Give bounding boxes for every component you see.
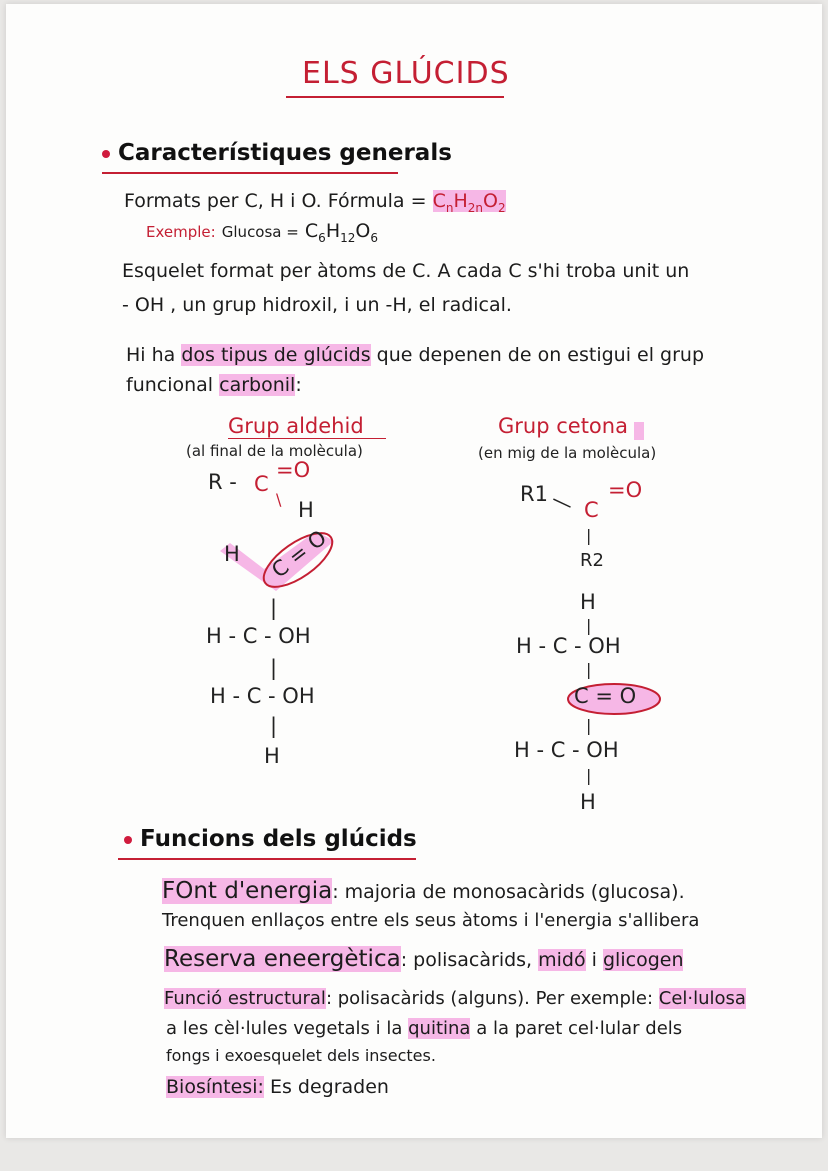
- function1-text: : majoria de monosacàrids (glucosa).: [332, 881, 685, 903]
- function1-label: FOnt d'energia: [162, 878, 333, 904]
- notebook-page: [6, 4, 822, 1138]
- function3-text: : polisacàrids (alguns). Per exemple:: [325, 988, 654, 1009]
- section-heading-functions: [124, 826, 417, 852]
- page-title: ELS GLÚCIDS: [302, 56, 510, 91]
- ketone-c-eq-o: C = O: [574, 684, 637, 708]
- function3-text-b: a la paret cel·lular dels: [476, 1018, 683, 1039]
- p2-text-a: Hi ha: [126, 344, 176, 366]
- paragraph2-line2: [126, 374, 302, 396]
- ketone-bar3: |: [586, 716, 592, 735]
- ketone-bar-r2: |: [586, 526, 592, 545]
- ketone-row2: H - C - OH: [514, 738, 619, 762]
- aldehyde-sub: (al final de la molècula): [186, 442, 363, 460]
- section-heading-characteristics: [102, 140, 452, 166]
- function2-text: : polisacàrids,: [400, 949, 533, 971]
- example-label: Exemple:: [146, 223, 216, 241]
- aldehyde-bottom-h: H: [264, 744, 280, 768]
- example-line: [146, 220, 378, 245]
- function2-hl-mido: midó: [538, 949, 586, 971]
- formula-value: $C_nH_{2n}O_2$: [432, 190, 506, 215]
- ketone-sub: (en mig de la molècula): [478, 444, 657, 462]
- function3-line3: fongs i exoesquelet dels insectes.: [166, 1046, 436, 1065]
- p2-carbonil: carbonil: [219, 374, 296, 396]
- aldehyde-bar3: |: [270, 714, 278, 738]
- ketone-row1: H - C - OH: [516, 634, 621, 658]
- paragraph2-line1: [126, 344, 704, 366]
- aldehyde-row2: H - C - OH: [210, 684, 315, 708]
- section-heading-text: Funcions dels glúcids: [140, 826, 417, 852]
- ketone-title-mark: [634, 422, 644, 440]
- ketone-dash: —: [547, 486, 578, 518]
- function4-label: Biosíntesi:: [166, 1076, 264, 1098]
- aldehyde-bar1: |: [270, 596, 278, 620]
- function2-and: i: [591, 949, 597, 971]
- aldehyde-c-eq-o: C = O: [267, 525, 331, 583]
- function4-text: Es degraden: [269, 1076, 389, 1098]
- example-formula: $C_6H_{12}O_6$: [304, 220, 378, 245]
- example-text: Glucosa =: [221, 223, 299, 241]
- aldehyde-generic-dash: \: [276, 490, 282, 509]
- formula-prefix: Formats per C, H i O. Fórmula =: [124, 190, 427, 212]
- function3-line2: [166, 1018, 682, 1039]
- function3-hl-quitina: quitina: [408, 1018, 471, 1039]
- p2-text-b: que depenen de on estigui el grup: [376, 344, 705, 366]
- bullet-icon: [124, 836, 132, 844]
- ketone-bar1: |: [586, 616, 592, 635]
- title-underline: [286, 96, 504, 98]
- ketone-bar2: |: [586, 660, 592, 679]
- aldehyde-bar2: |: [270, 656, 278, 680]
- function3-text-a: a les cèl·lules vegetals i la: [166, 1018, 403, 1039]
- ketone-title: Grup cetona: [498, 414, 628, 438]
- function4-line: [166, 1076, 389, 1098]
- paragraph1-line2: - OH , un grup hidroxil, i un -H, el radical.: [122, 294, 512, 316]
- function3-hl-cellulosa: Cel·lulosa: [658, 988, 746, 1009]
- aldehyde-title-underline: [228, 438, 386, 439]
- aldehyde-title: Grup aldehid: [228, 414, 364, 438]
- function2-hl-glicogen: glicogen: [603, 949, 684, 971]
- ketone-bar4: |: [586, 766, 592, 785]
- section2-underline: [118, 858, 416, 860]
- bullet-icon: [102, 150, 110, 158]
- aldehyde-generic-h: H: [298, 498, 314, 522]
- ketone-top-h: H: [580, 590, 596, 614]
- function3-line1: [164, 988, 746, 1009]
- ketone-c: C: [584, 498, 599, 522]
- aldehyde-top-h: H: [224, 542, 240, 566]
- function2-label: Reserva eneergètica: [164, 946, 401, 972]
- function1-line2: Trenquen enllaços entre els seus àtoms i l'energia s'allibera: [162, 910, 700, 931]
- function2-line: [164, 946, 683, 972]
- p2-functional: funcional: [126, 374, 214, 396]
- paragraph1-line1: Esquelet format per àtoms de C. A cada C s'hi troba unit un: [122, 260, 690, 282]
- p2-colon: :: [295, 374, 302, 396]
- section1-underline: [102, 172, 398, 174]
- p2-highlight: dos tipus de glúcids: [181, 344, 371, 366]
- function1-line1: [162, 878, 685, 904]
- aldehyde-generic-c: C: [254, 472, 269, 496]
- aldehyde-generic-o: =O: [276, 458, 311, 482]
- aldehyde-generic-r: R -: [208, 470, 237, 494]
- aldehyde-row1: H - C - OH: [206, 624, 311, 648]
- ketone-bottom-h: H: [580, 790, 596, 814]
- section-heading-text: Característiques generals: [118, 140, 452, 166]
- ketone-r1: R1: [520, 482, 548, 506]
- ketone-o: =O: [608, 478, 643, 502]
- function3-label: Funció estructural: [164, 988, 326, 1009]
- formula-line: [124, 190, 506, 215]
- ketone-r2: R2: [580, 550, 604, 571]
